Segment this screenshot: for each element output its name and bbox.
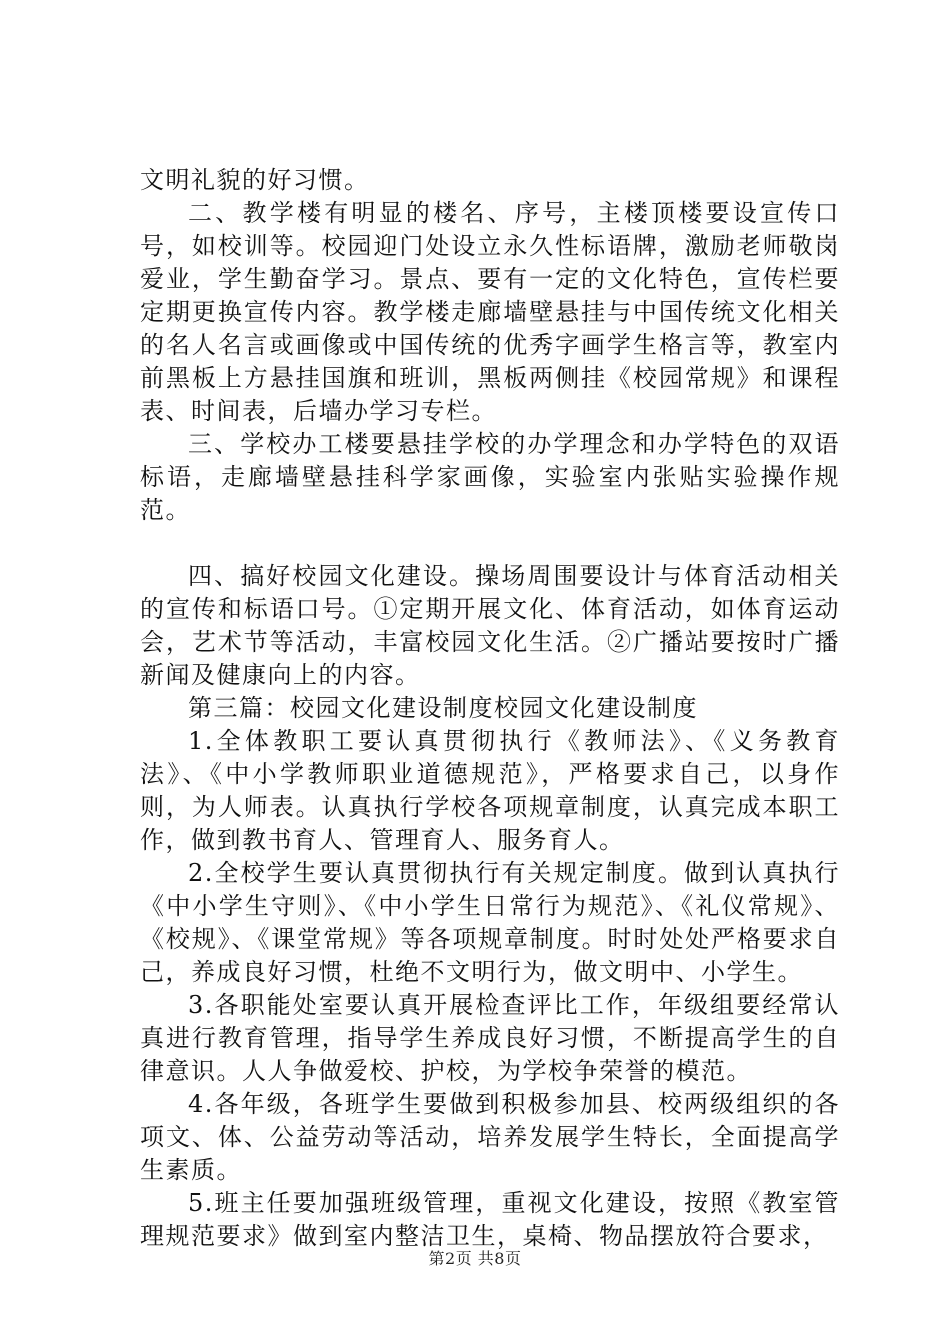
page-number-footer: 第2页 共8页 [428,1249,522,1268]
rule-item-1: 1.全体教职工要认真贯彻执行《教师法》、《义务教育法》、《中小学教师职业道德规范》，严格要求自己，以身作则，为人师表。认真执行学校各项规章制度，认真完成本职工作，做到教书育人、管理育人、服务育人。 [140,727,840,854]
paragraph-item-3: 三、学校办工楼要悬挂学校的办学理念和办学特色的双语标语，走廊墙壁悬挂科学家画像，实验室内张贴实验操作规范。 [140,430,840,524]
paragraph-item-2: 二、教学楼有明显的楼名、序号，主楼顶楼要设宣传口号，如校训等。校园迎门处设立永久性标语牌，激励老师敬岗爱业，学生勤奋学习。景点、要有一定的文化特色，宣传栏要定期更换宣传内容。教学楼走廊墙壁悬挂与中国传统文化相关的名人名言或画像或中国传统的优秀字画学生格言等，教室内前黑板上方悬挂国旗和班训，黑板两侧挂《校园常规》和课程表、时间表，后墙办学习专栏。 [140,199,840,425]
paragraph-continuation: 文明礼貌的好习惯。 [140,166,370,194]
rule-item-5: 5.班主任要加强班级管理，重视文化建设，按照《教室管理规范要求》做到室内整洁卫生，桌椅、物品摆放符合要求， [140,1189,840,1250]
rule-item-3: 3.各职能处室要认真开展检查评比工作，年级组要经常认真进行教育管理，指导学生养成良好习惯，不断提高学生的自律意识。人人争做爱校、护校，为学校争荣誉的模范。 [140,991,840,1085]
rule-item-2: 2.全校学生要认真贯彻执行有关规定制度。做到认真执行《中小学生守则》、《中小学生日常行为规范》、《礼仪常规》、《校规》、《课堂常规》等各项规章制度。时时处处严格要求自己，养成良好习惯，杜绝不文明行为，做文明中、小学生。 [140,859,840,986]
rule-item-4: 4.各年级，各班学生要做到积极参加县、校两级组织的各项文、体、公益劳动等活动，培养发展学生特长，全面提高学生素质。 [140,1090,840,1184]
paragraph-item-4: 四、搞好校园文化建设。操场周围要设计与体育活动相关的宣传和标语口号。①定期开展文化、体育活动，如体育运动会，艺术节等活动，丰富校园文化生活。②广播站要按时广播新闻及健康向上的内容。 [140,562,840,689]
document-body [140,164,840,1253]
section-heading: 第三篇：校园文化建设制度校园文化建设制度 [188,694,698,722]
